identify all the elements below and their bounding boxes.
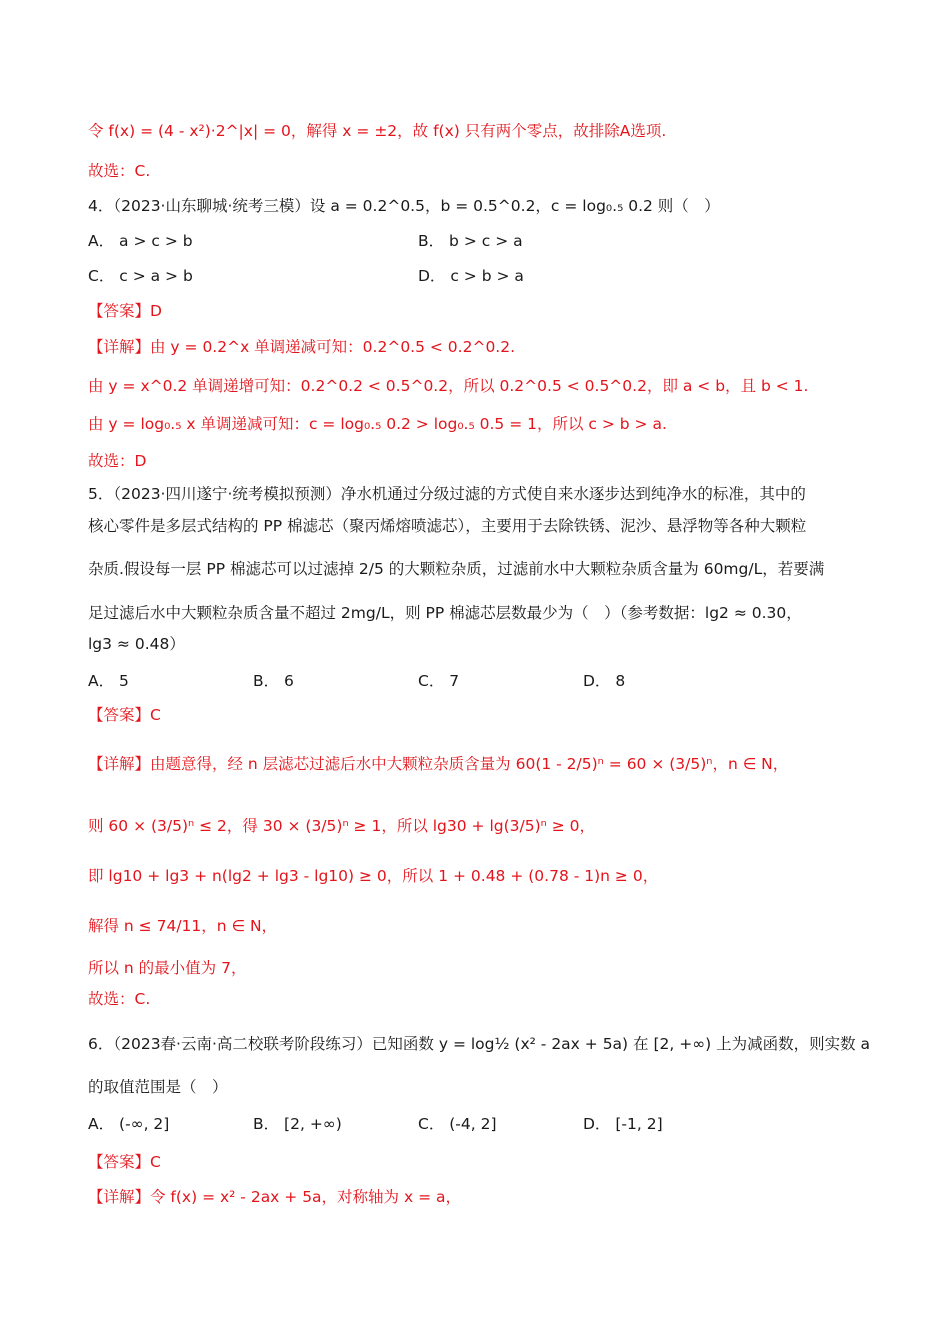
q6-option-a: A． (-∞, 2] [88, 1115, 170, 1133]
question-5-line-2: 核心零件是多层式结构的 PP 棉滤芯（聚丙烯熔喷滤芯），主要用于去除铁锈、泥沙、悬浮物等各种大颗粒 [88, 517, 807, 535]
q4-option-b: B． b > c > a [418, 232, 523, 250]
q4-explain-2: 由 y = x^0.2 单调递增可知：0.2^0.2 < 0.5^0.2，所以 0.2^0.5 < 0.5^0.2，即 a < b，且 b < 1. [88, 377, 809, 395]
q4-explain-3: 由 y = log₀.₅ x 单调递减可知：c = log₀.₅ 0.2 > log₀.₅ 0.5 = 1，所以 c > b > a. [88, 415, 667, 433]
question-5-line-3: 杂质.假设每一层 PP 棉滤芯可以过滤掉 2/5 的大颗粒杂质，过滤前水中大颗粒杂质含量为 60mg/L，若要满 [88, 560, 825, 578]
question-4-stem: 4．（2023·山东聊城·统考三模）设 a = 0.2^0.5，b = 0.5^0.2，c = log₀.₅ 0.2 则（ ） [88, 197, 720, 215]
q5-explain-3: 即 lg10 + lg3 + n(lg2 + lg3 - lg10) ≥ 0，所以 1 + 0.48 + (0.78 - 1)n ≥ 0， [88, 867, 659, 885]
q5-option-d: D． 8 [583, 672, 626, 690]
question-5-line-5: lg3 ≈ 0.48） [88, 635, 185, 653]
q5-explain-2: 则 60 × (3/5)ⁿ ≤ 2，得 30 × (3/5)ⁿ ≥ 1，所以 lg30 + lg(3/5)ⁿ ≥ 0， [88, 817, 596, 835]
question-6-line-2: 的取值范围是（ ） [88, 1078, 228, 1096]
q5-answer: 【答案】C [88, 706, 161, 724]
q4-explain-1: 【详解】由 y = 0.2^x 单调递减可知：0.2^0.5 < 0.2^0.2. [88, 338, 516, 356]
q6-option-b: B． [2, +∞) [253, 1115, 342, 1133]
q5-explain-4: 解得 n ≤ 74/11，n ∈ N， [88, 917, 278, 935]
q4-option-a: A． a > c > b [88, 232, 193, 250]
answer-selection: 故选：C. [88, 162, 151, 180]
q5-explain-5: 所以 n 的最小值为 7， [88, 959, 247, 977]
q6-explain-1: 【详解】令 f(x) = x² - 2ax + 5a，对称轴为 x = a， [88, 1188, 461, 1206]
q4-answer: 【答案】D [88, 302, 162, 320]
question-6-line-1: 6．（2023春·云南·高二校联考阶段练习）已知函数 y = log½ (x² - 2ax + 5a) 在 [2, +∞) 上为减函数，则实数 a [88, 1035, 871, 1053]
q4-option-d: D． c > b > a [418, 267, 524, 285]
q5-explain-1: 【详解】由题意得，经 n 层滤芯过滤后水中大颗粒杂质含量为 60(1 - 2/5)ⁿ = 60 × (3/5)ⁿ，n ∈ N， [88, 755, 789, 773]
q6-option-d: D． [-1, 2] [583, 1115, 663, 1133]
q5-option-b: B． 6 [253, 672, 294, 690]
q5-selection: 故选：C. [88, 990, 151, 1008]
question-5-line-4: 足过滤后水中大颗粒杂质含量不超过 2mg/L，则 PP 棉滤芯层数最少为（ ）（参考数据：lg2 ≈ 0.30， [88, 604, 802, 622]
question-5-line-1: 5．（2023·四川遂宁·统考模拟预测）净水机通过分级过滤的方式使自来水逐步达到纯净水的标准，其中的 [88, 485, 806, 503]
q5-option-c: C． 7 [418, 672, 460, 690]
q4-selection: 故选：D [88, 452, 147, 470]
q6-option-c: C． (-4, 2] [418, 1115, 497, 1133]
q6-answer: 【答案】C [88, 1153, 161, 1171]
q4-option-c: C． c > a > b [88, 267, 193, 285]
solution-line: 令 f(x) = (4 - x²)·2^|x| = 0，解得 x = ±2，故 f(x) 只有两个零点，故排除A选项. [88, 122, 667, 140]
q5-option-a: A． 5 [88, 672, 129, 690]
